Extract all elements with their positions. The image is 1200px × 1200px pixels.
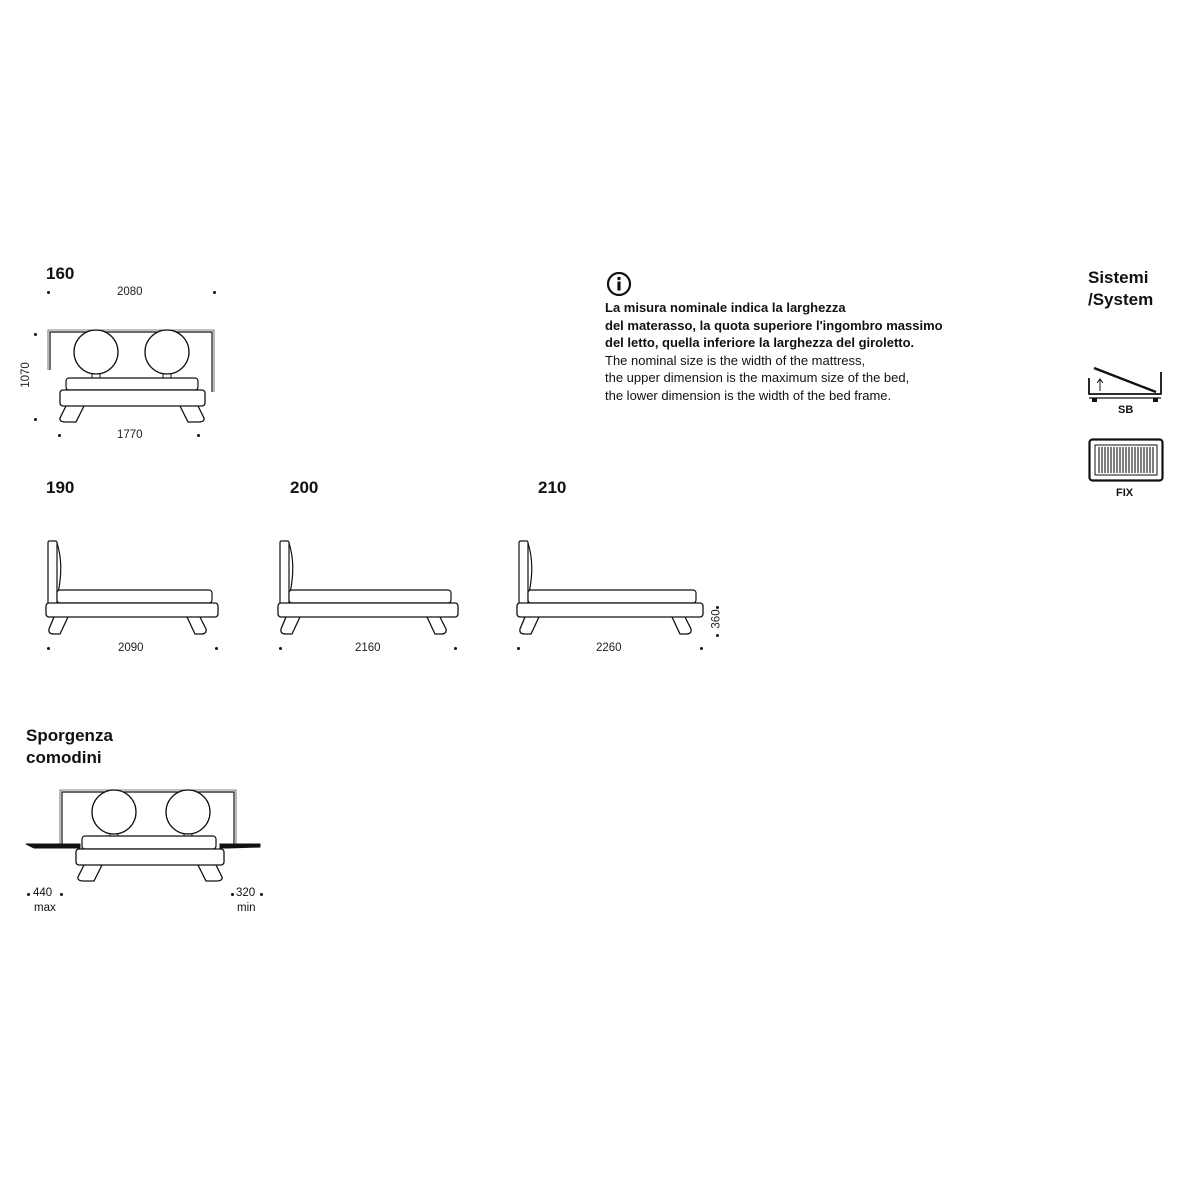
info-regular-line: the upper dimension is the maximum size of the bed, <box>605 370 910 385</box>
info-bold-line: del letto, quella inferiore la larghezza del giroletto. <box>605 335 915 350</box>
dim-marker <box>47 291 50 294</box>
info-bold-line: del materasso, la quota superiore l'ingombro massimo <box>605 317 943 333</box>
dim-marker <box>213 291 216 294</box>
dim-210-height: 360 <box>710 609 723 629</box>
dim-marker <box>700 647 703 650</box>
bed-210-side-drawing <box>511 535 711 640</box>
size-190-title: 190 <box>46 478 75 497</box>
nightstand-section-title <box>26 725 113 769</box>
dim-marker <box>60 893 63 896</box>
dim-210-length: 2260 <box>596 642 622 654</box>
size-200-title: 200 <box>290 478 319 497</box>
nightstand-title-line: comodini <box>26 748 102 767</box>
dim-marker <box>27 893 30 896</box>
bed-160-front-drawing <box>40 320 230 430</box>
dim-marker <box>260 893 263 896</box>
dim-marker <box>34 418 37 421</box>
info-regular-line: The nominal size is the width of the mattress, <box>605 352 866 368</box>
nightstand-right-value: 320 <box>236 887 256 899</box>
bed-190-side-drawing <box>40 535 225 640</box>
nightstand-left-caption: max <box>34 902 56 914</box>
nightstand-left-value: 440 <box>33 887 53 899</box>
systems-title-line: /System <box>1088 290 1154 309</box>
dim-marker <box>34 333 37 336</box>
dim-160-bottom-width: 1770 <box>117 429 143 441</box>
size-160-title: 160 <box>46 264 75 283</box>
fixed-slats-icon <box>1088 438 1164 484</box>
dim-160-top-width: 2080 <box>117 286 143 298</box>
dim-marker <box>197 434 200 437</box>
system-label-sb: SB <box>1118 404 1134 416</box>
dim-160-height: 1070 <box>19 362 32 388</box>
dim-marker <box>215 647 218 650</box>
dim-marker <box>517 647 520 650</box>
nightstand-right-caption: min <box>237 902 256 914</box>
systems-title <box>1088 267 1153 311</box>
size-210-title: 210 <box>538 478 567 497</box>
dim-marker <box>279 647 282 650</box>
dim-200-length: 2160 <box>355 642 381 654</box>
system-label-fix: FIX <box>1116 487 1134 499</box>
dim-marker <box>47 647 50 650</box>
nightstand-title-line: Sporgenza <box>26 726 113 745</box>
storage-bed-icon <box>1086 362 1166 404</box>
dim-190-length: 2090 <box>118 642 144 654</box>
dim-marker <box>231 893 234 896</box>
info-bold-line: La misura nominale indica la larghezza <box>605 300 846 315</box>
nightstand-projection-drawing <box>24 780 264 890</box>
info-icon <box>606 271 632 297</box>
bed-200-side-drawing <box>272 535 464 640</box>
systems-title-line: Sistemi <box>1088 268 1149 287</box>
dim-marker <box>454 647 457 650</box>
dim-marker <box>716 634 719 637</box>
dim-marker <box>58 434 61 437</box>
info-regular-line: the lower dimension is the width of the bed frame. <box>605 387 892 403</box>
info-text <box>605 299 943 404</box>
